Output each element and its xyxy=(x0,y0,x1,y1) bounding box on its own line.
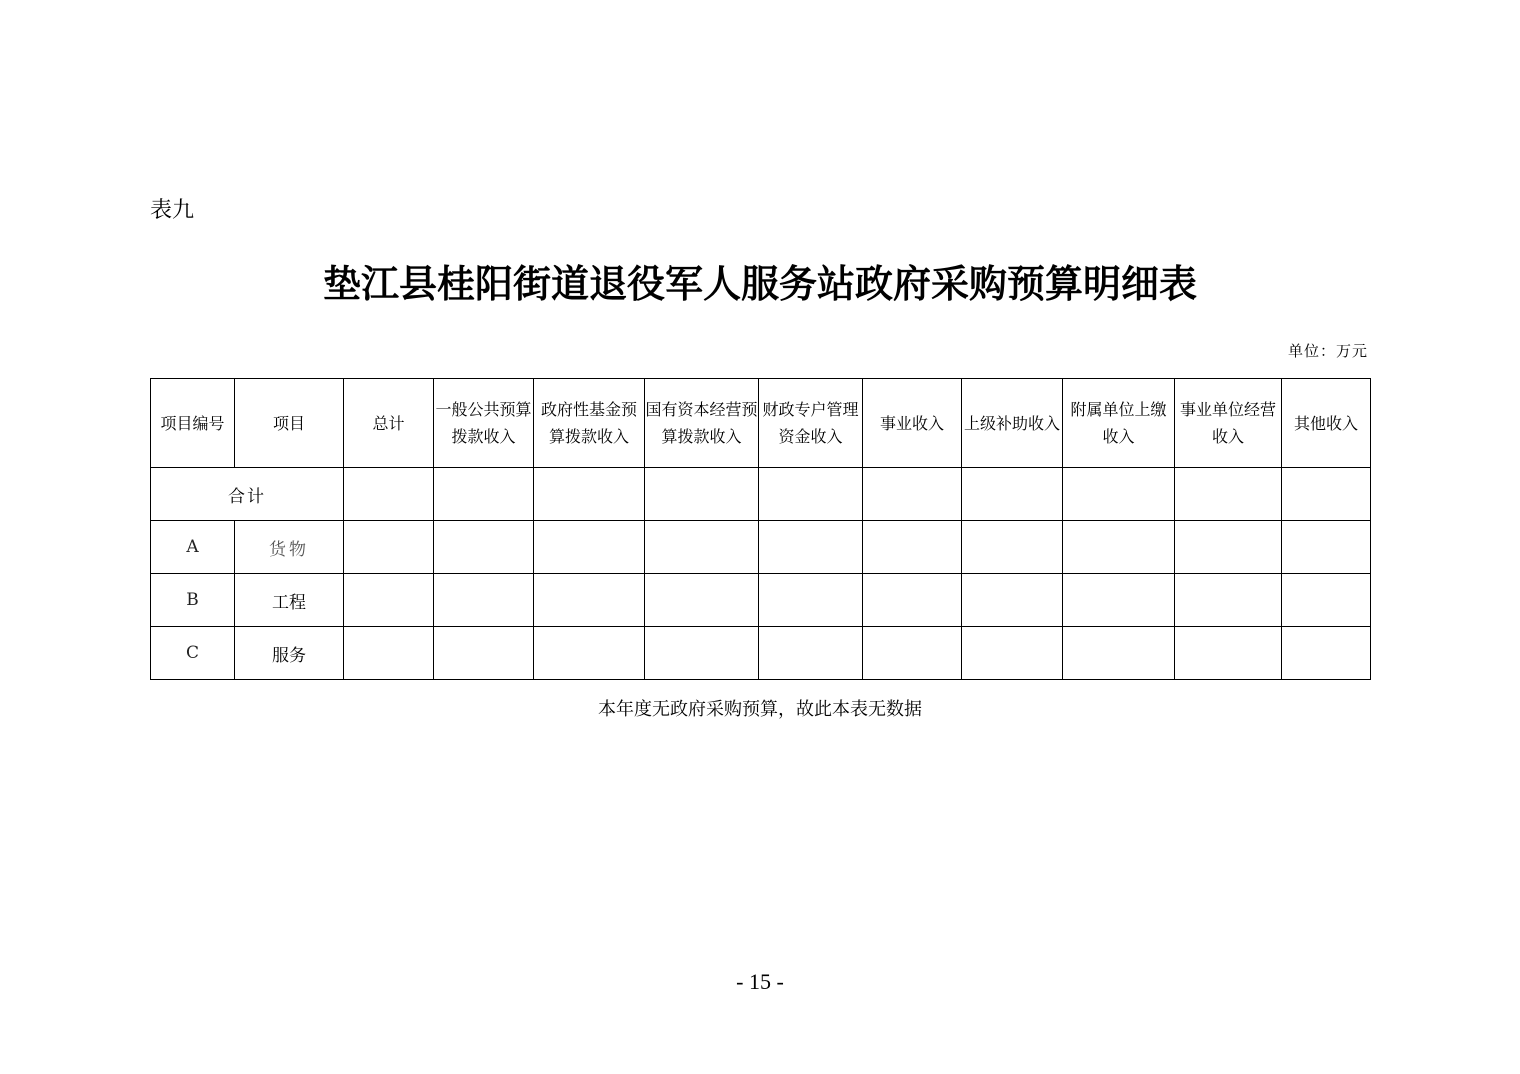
no-data-note: 本年度无政府采购预算，故此本表无数据 xyxy=(598,699,922,720)
table-cell xyxy=(1175,468,1282,521)
header-special-account-funds: 财政专户管理资金收入 xyxy=(759,379,863,468)
header-operating-income: 事业单位经营收入 xyxy=(1175,379,1282,468)
header-total: 总计 xyxy=(344,379,434,468)
table-cell xyxy=(962,468,1063,521)
table-cell xyxy=(534,521,645,574)
table-cell xyxy=(534,468,645,521)
table-cell xyxy=(863,468,962,521)
table-cell xyxy=(1282,521,1371,574)
header-state-capital-budget: 国有资本经营预算拨款收入 xyxy=(645,379,759,468)
table-cell xyxy=(1175,574,1282,627)
table-cell xyxy=(962,627,1063,680)
table-cell xyxy=(1063,521,1175,574)
header-superior-subsidy: 上级补助收入 xyxy=(962,379,1063,468)
table-header-row xyxy=(151,379,1371,468)
procurement-budget-table xyxy=(150,378,1371,680)
header-affiliated-unit-income: 附属单位上缴收入 xyxy=(1063,379,1175,468)
header-project: 项目 xyxy=(235,379,344,468)
table-cell xyxy=(863,521,962,574)
table-cell xyxy=(434,574,534,627)
table-number: 表九 xyxy=(150,198,195,223)
table-cell xyxy=(645,468,759,521)
table-cell xyxy=(759,468,863,521)
table-cell xyxy=(645,574,759,627)
table-cell xyxy=(1282,627,1371,680)
table-cell xyxy=(344,468,434,521)
header-project-code: 项目编号 xyxy=(151,379,235,468)
unit-label: 单位：万元 xyxy=(1287,342,1368,360)
table-row xyxy=(151,521,1371,574)
table-cell xyxy=(434,521,534,574)
row-code: C xyxy=(151,627,235,680)
table-row xyxy=(151,574,1371,627)
row-name: 工程 xyxy=(235,574,344,627)
table-cell xyxy=(645,627,759,680)
table-cell xyxy=(863,627,962,680)
table-cell xyxy=(962,521,1063,574)
table-cell xyxy=(863,574,962,627)
table-cell xyxy=(434,627,534,680)
header-gov-fund-budget: 政府性基金预算拨款收入 xyxy=(534,379,645,468)
document-title: 垫江县桂阳街道退役军人服务站政府采购预算明细表 xyxy=(322,261,1197,306)
table-cell xyxy=(1282,574,1371,627)
table-cell xyxy=(534,627,645,680)
table-cell xyxy=(759,521,863,574)
table-cell xyxy=(1063,468,1175,521)
table-cell xyxy=(962,574,1063,627)
row-name: 服务 xyxy=(235,627,344,680)
table-cell xyxy=(534,574,645,627)
table-cell xyxy=(645,521,759,574)
table-cell xyxy=(434,468,534,521)
table-cell xyxy=(344,521,434,574)
row-code: B xyxy=(151,574,235,627)
table-cell xyxy=(344,627,434,680)
total-row-label: 合计 xyxy=(151,468,344,521)
row-name: 货物 xyxy=(235,521,344,574)
table-cell xyxy=(1063,574,1175,627)
table-row-total xyxy=(151,468,1371,521)
table-cell xyxy=(1063,627,1175,680)
row-code: A xyxy=(151,521,235,574)
table-row xyxy=(151,627,1371,680)
header-business-income: 事业收入 xyxy=(863,379,962,468)
table-cell xyxy=(344,574,434,627)
page-number: - 15 - xyxy=(736,969,784,994)
table-cell xyxy=(759,627,863,680)
table-cell xyxy=(1175,627,1282,680)
table-cell xyxy=(1175,521,1282,574)
header-other-income: 其他收入 xyxy=(1282,379,1371,468)
table-cell xyxy=(759,574,863,627)
header-general-budget: 一般公共预算拨款收入 xyxy=(434,379,534,468)
table-cell xyxy=(1282,468,1371,521)
